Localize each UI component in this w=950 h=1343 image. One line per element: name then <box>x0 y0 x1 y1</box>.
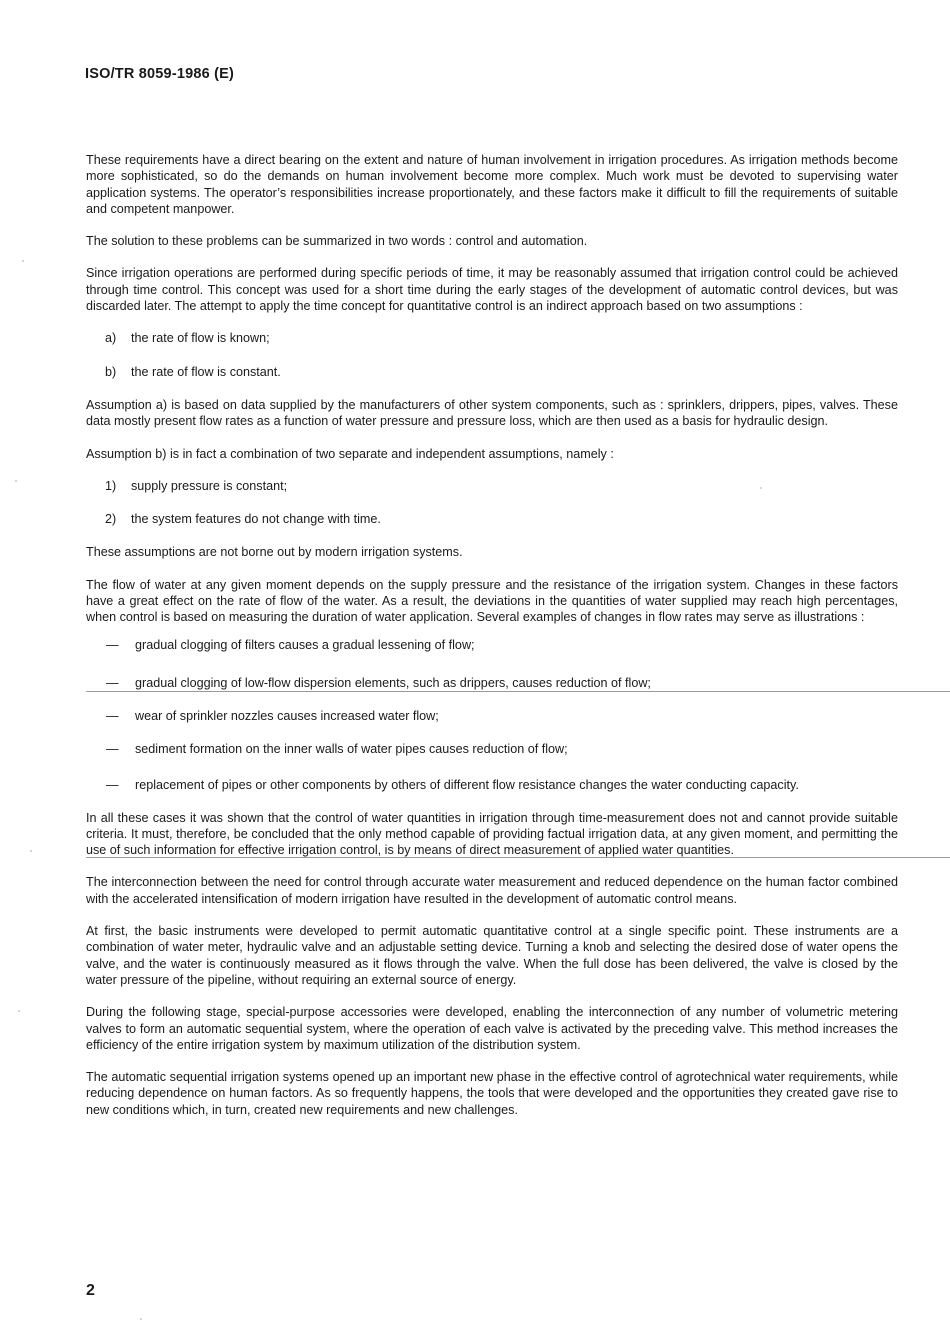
scan-speck <box>15 480 17 482</box>
list-dash: — <box>106 637 119 652</box>
scan-artifact-line <box>86 778 898 793</box>
list-item <box>86 675 898 691</box>
list-text: wear of sprinkler nozzles causes increased water flow; <box>135 708 439 723</box>
scan-speck <box>18 1010 20 1012</box>
paragraph: At first, the basic instruments were developed to permit automatic quantitative control at a single specific point. These instruments are a combination of water meter, hydraulic valve and an adjustable setting device. Turning a knob and selecting the desired dose of water opens the valve, and the water is continuously measured as it flows through the valve. When the full dose has been delivered, the valve is closed by the water pressure of the pipeline, without requiring an external source of energy. <box>86 924 898 987</box>
paragraph: In all these cases it was shown that the control of water quantities in irrigation through time-measurement does not and cannot provide suitable criteria. It must, therefore, be concluded that the only method capable of providing factual irrigation data, at any given moment, and permitting the use of such information for effective irrigation control, is by means of direct measurement of applied water quantities. <box>86 810 898 858</box>
list-item <box>86 708 898 724</box>
list-text: the rate of flow is known; <box>131 331 270 346</box>
paragraph: Since irrigation operations are performed during specific periods of time, it may be reasonably assumed that irrigation control could be achieved through time control. This concept was used for a short time during the early stages of the development of automatic control devices, but was discarded later. The attempt to apply the time concept for quantitative control is an indirect approach based on two assumptions : <box>86 266 898 314</box>
paragraph: The interconnection between the need for control through accurate water measurement and reduced dependence on the human factor combined with the accelerated intensification of modern irrigation have resulted in the development of automatic control means. <box>86 875 898 906</box>
paragraph: The flow of water at any given moment depends on the supply pressure and the resistance of the irrigation system. Changes in these factors have a great effect on the rate of flow of the water. As a result, the deviations in the quantities of water supplied may reach high percentages, when control is based on measuring the duration of water application. Several examples of changes in flow rates may serve as illustrations : <box>86 577 898 625</box>
list-text: replacement of pipes or other components by others of different flow resistance changes the water conducting capacity. <box>135 778 799 793</box>
paragraph: The solution to these problems can be summarized in two words : control and automation. <box>86 234 588 249</box>
scan-speck <box>22 260 24 262</box>
list-text: gradual clogging of filters causes a gradual lessening of flow; <box>135 637 475 652</box>
list-dash: — <box>106 708 119 723</box>
scan-divider <box>86 857 950 858</box>
scan-artifact-line <box>86 637 898 653</box>
paragraph: These assumptions are not borne out by modern irrigation systems. <box>86 545 463 560</box>
list-label: 1) <box>105 478 117 493</box>
list-text: gradual clogging of low-flow dispersion elements, such as drippers, causes reduction of flow; <box>135 675 651 690</box>
scan-speck <box>760 487 762 489</box>
scan-divider <box>86 691 950 692</box>
list-text: supply pressure is constant; <box>131 478 288 493</box>
list-dash: — <box>106 778 119 793</box>
paragraph: Assumption b) is in fact a combination of two separate and independent assumptions, namely : <box>86 446 614 461</box>
list-item <box>86 511 898 527</box>
scan-speck <box>30 850 32 852</box>
list-dash: — <box>106 742 119 757</box>
list-label: b) <box>105 364 117 379</box>
list-label: 2) <box>105 512 117 527</box>
paragraph: The automatic sequential irrigation systems opened up an important new phase in the effective control of agrotechnical water requirements, while reducing dependence on human factors. As so frequently happens, the tools that were developed and the opportunities they created gave rise to new conditions which, in turn, created new requirements and new challenges. <box>86 1070 898 1117</box>
list-item <box>86 330 898 346</box>
page-number: 2 <box>86 1282 95 1299</box>
list-dash: — <box>106 675 119 690</box>
list-text: the system features do not change with time. <box>131 512 381 527</box>
scan-speck <box>140 1318 142 1320</box>
list-text: the rate of flow is constant. <box>131 364 281 379</box>
paragraph: During the following stage, special-purpose accessories were developed, enabling the interconnection of any number of volumetric metering valves to form an automatic sequential system, where the operation of each valve is activated by the preceding valve. This method increases the efficiency of the entire irrigation system by maximum utilization of the distribution system. <box>86 1005 898 1052</box>
document-header: ISO/TR 8059-1986 (E) <box>85 66 235 82</box>
list-label: a) <box>105 331 117 346</box>
list-item <box>86 364 898 380</box>
list-text: sediment formation on the inner walls of water pipes causes reduction of flow; <box>135 742 568 757</box>
list-item <box>86 741 898 757</box>
paragraph: These requirements have a direct bearing on the extent and nature of human involvement in irrigation procedures. As irrigation methods become more sophisticated, so do the demands on human involvement become more complex. Much work must be devoted to supervising water application systems. The operator’s responsibilities increase proportionately, and these factors make it difficult to fill the requirements of suitable and competent manpower. <box>86 153 898 216</box>
document-body <box>86 152 898 1134</box>
list-item <box>86 478 898 494</box>
paragraph: Assumption a) is based on data supplied by the manufacturers of other system components, such as : sprinklers, drippers, pipes, valves. These data mostly present flow rates as a function of water pressure and pressure loss, which are then used as a basis for hydraulic design. <box>86 397 898 429</box>
